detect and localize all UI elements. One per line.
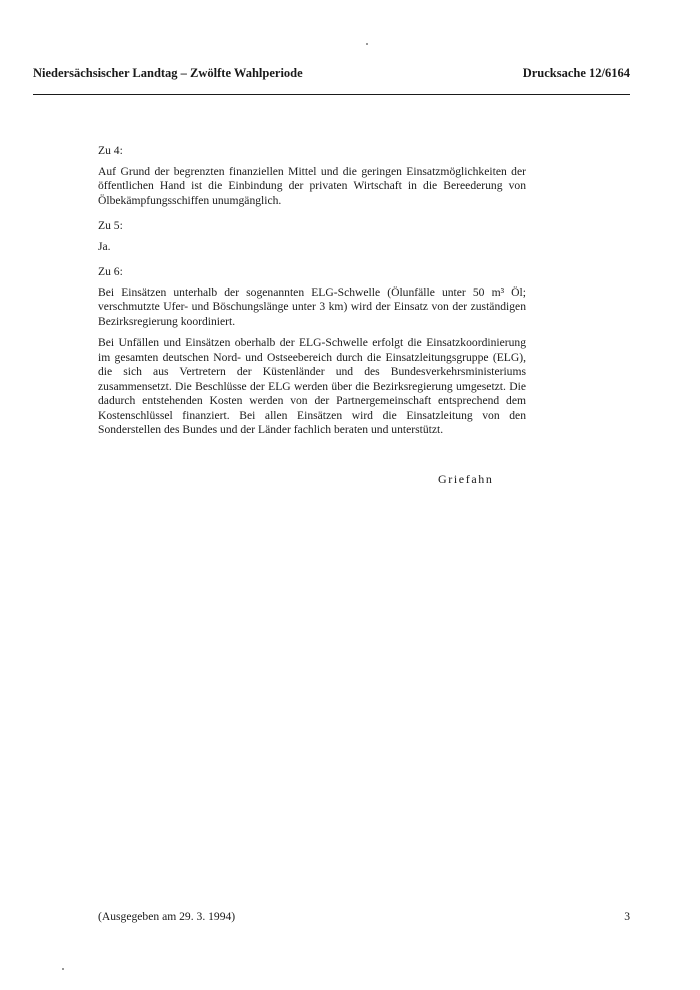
page-number: 3 [624, 910, 630, 923]
section-heading: Zu 4: [98, 144, 123, 157]
header-divider [33, 94, 630, 95]
section-paragraph: Bei Unfällen und Einsätzen oberhalb der ELG-Schwelle erfolgt die Einsatzkoordinierung im gesamten deutschen Nord- und Ostseebereich durch die Einsatzleitungsgruppe (ELG), die sich aus Vertretern der Küstenländer und des Bundesverkehrsministeriums zusammensetzt. Die Beschlüsse der ELG werden über die Bezirksregierung umgesetzt. Die dadurch entstehenden Kosten werden von der Partnergemeinschaft entsprechend dem Kostenschlüssel finanziert. Bei allen Einsätzen wird die Einsatzleitung von den Sonderstellen des Bundes und der Länder fachlich beraten und unterstützt. [98, 336, 526, 436]
page-header [33, 66, 630, 86]
section-zu-4 [98, 144, 526, 208]
scan-speck [62, 968, 64, 970]
signature-name: Griefahn [438, 472, 494, 486]
section-paragraph: Bei Einsätzen unterhalb der sogenannten ELG-Schwelle (Ölunfälle unter 50 m³ Öl; verschmutzte Ufer- und Böschungslänge unter 3 km) wird der Einsatz von der zuständigen Bezirksregierung koordiniert. [98, 285, 526, 328]
document-body [98, 144, 526, 449]
issue-date-note: (Ausgegeben am 29. 3. 1994) [98, 910, 236, 923]
section-heading: Zu 6: [98, 265, 123, 278]
section-paragraph: Ja. [98, 239, 111, 253]
header-parliament-title: Niedersächsischer Landtag – Zwölfte Wahlperiode [33, 66, 303, 80]
section-zu-6 [98, 265, 526, 438]
section-heading: Zu 5: [98, 219, 123, 232]
scan-speck [366, 43, 368, 45]
header-document-number: Drucksache 12/6164 [522, 66, 630, 80]
section-paragraph: Auf Grund der begrenzten finanziellen Mittel und die geringen Einsatzmöglichkeiten der öffentlichen Hand ist die Einbindung der privaten Wirtschaft in die Bereederung von Ölbekämpfungsschiffen unumgänglich. [98, 164, 526, 207]
section-zu-5 [98, 219, 526, 254]
